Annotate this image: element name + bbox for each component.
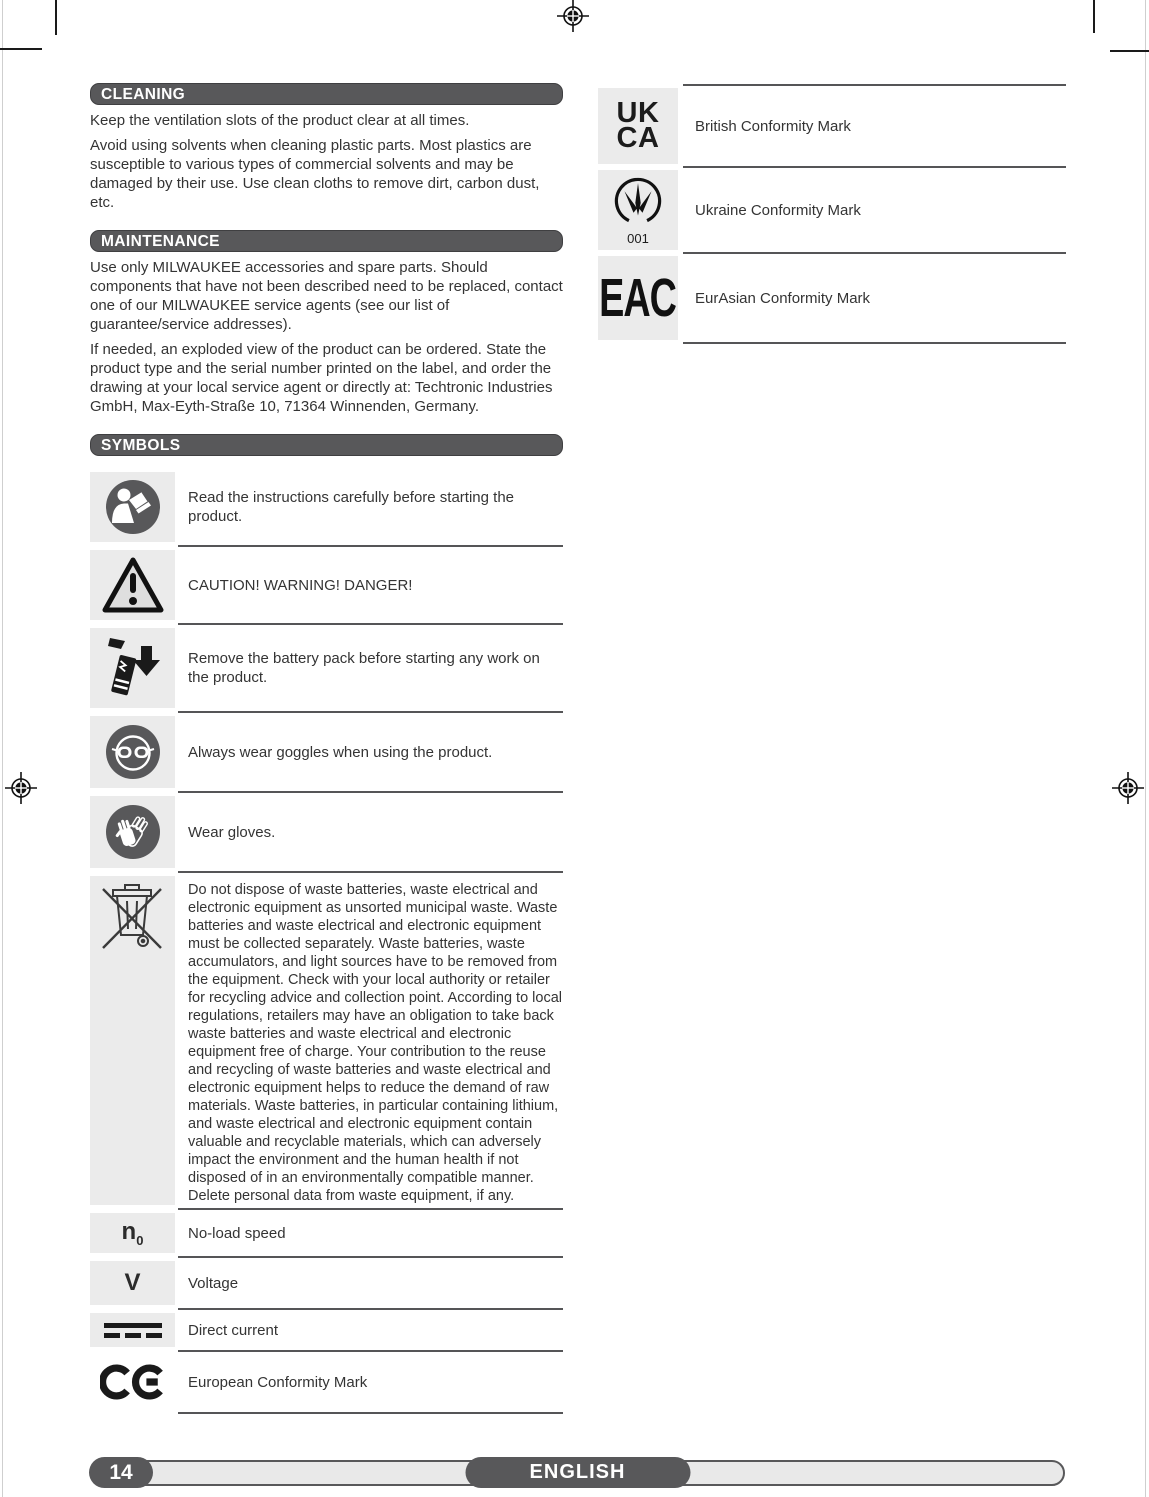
conformity-row-ukca [598,86,1066,166]
symbol-row-weee [90,876,563,1205]
symbol-text: Always wear goggles when using the product. [188,743,493,761]
symbol-text: Wear gloves. [188,823,276,841]
maintenance-paragraph-2: If needed, an exploded view of the product can be ordered. State the product type and the serial number printed on the label, and order the drawing at your local service agent or directly at: Techtronic Industries GmbH, Max-Eyth-Straße 10, 71364 Winnenden, Germany. [90,341,553,415]
ukraine-trident-icon [598,170,678,250]
ukca-mark-icon: UK CA [598,88,678,164]
symbol-row-no-load-speed [90,1213,563,1253]
crop-mark-top-right-horizontal [1110,50,1149,52]
section-header-cleaning: CLEANING [90,83,563,105]
symbol-row-voltage [90,1261,563,1305]
no-load-speed-symbol: $n_0$ [90,1213,175,1253]
registration-mark-left-icon [5,772,37,804]
crop-mark-top-left-horizontal [0,48,42,50]
row-divider [178,1256,563,1258]
registration-mark-top-icon [557,0,589,32]
symbol-text: CAUTION! WARNING! DANGER! [188,576,413,594]
direct-current-symbol [90,1313,175,1347]
symbol-row-remove-battery [90,628,563,708]
section-header-symbols: SYMBOLS [90,434,563,456]
page-number-badge: 14 [89,1457,153,1488]
eac-mark-icon: EAC [598,256,678,340]
row-divider [178,623,563,625]
crop-mark-top-right-vertical [1093,0,1095,33]
row-divider [178,545,563,547]
symbol-row-goggles [90,716,563,788]
conformity-row-ukraine [598,168,1066,252]
conformity-label: Ukraine Conformity Mark [695,201,861,219]
symbols-table [90,472,563,1414]
symbol-row-direct-current [90,1313,563,1347]
row-divider [178,1350,563,1352]
conformity-label: EurAsian Conformity Mark [695,289,871,307]
section-header-maintenance: MAINTENANCE [90,230,563,252]
symbol-text: Voltage [188,1274,239,1292]
row-divider [178,1208,563,1210]
symbol-row-caution [90,550,563,620]
row-divider [178,791,563,793]
symbol-text: Direct current [188,1321,279,1339]
symbol-text: European Conformity Mark [188,1373,368,1391]
gloves-icon [90,796,175,868]
goggles-icon [90,716,175,788]
symbol-row-ce-mark [90,1355,563,1409]
ce-mark-icon [90,1355,175,1409]
language-badge: ENGLISH [465,1457,690,1488]
row-divider [178,711,563,713]
conformity-label: British Conformity Mark [695,117,851,135]
warning-triangle-icon [90,550,175,620]
maintenance-paragraph-1: Use only MILWAUKEE accessories and spare parts. Should components that have not been described need to be replaced, contact one of our MILWAUKEE service agents (see our list of guarantee/service addresses). [90,259,563,333]
row-divider [178,1412,563,1414]
symbol-text: No-load speed [188,1224,286,1242]
ukraine-mark-number: 001 [627,231,649,246]
row-divider [178,871,563,873]
crop-mark-top-left-vertical [55,0,57,35]
conformity-table [598,84,1066,344]
symbol-row-read-instructions [90,472,563,542]
symbol-text: Read the instructions carefully before starting the product. [188,489,515,525]
read-instructions-icon [90,472,175,542]
remove-battery-icon [90,628,175,708]
page-footer [90,1459,1065,1486]
symbol-row-gloves [90,796,563,868]
cleaning-paragraph-2: Avoid using solvents when cleaning plastic parts. Most plastics are susceptible to various types of commercial solvents and may be damaged by their use. Use clean cloths to remove dirt, carbon dust, etc. [90,137,540,211]
cleaning-paragraph-1: Keep the ventilation slots of the product clear at all times. [90,112,470,129]
page-right-border [1145,0,1146,1497]
page-left-border [2,0,3,1497]
left-column [90,83,563,1417]
row-divider [178,1308,563,1310]
voltage-symbol: V [90,1261,175,1305]
symbol-text: Remove the battery pack before starting any work on the product. [188,650,540,686]
row-divider [683,342,1066,344]
symbol-text: Do not dispose of waste batteries, waste electrical and electronic equipment as unsorted municipal waste. Waste batteries and waste electrical and electronic equipment must be collected separately. Waste batteries, waste accumulators, and light sources have to be removed from the equipment. Check with your local authority or retailer for recycling advice and collection point. According to local regulations, retailers may have an obligation to take back waste batteries and waste electrical and electronic equipment free of charge. Your contribution to the reuse and recycling of waste batteries and waste electrical and electronic equipment helps to reduce the demand of raw materials. Waste batteries, in particular containing lithium, and waste electrical and electronic equipment contain valuable and recyclable materials, which can adversely impact the environment and the human health if not disposed of in an environmentally compatible manner. Delete personal data from waste equipment, if any. [188,882,562,1204]
conformity-row-eac [598,254,1066,342]
weee-crossed-bin-icon [90,876,175,1205]
registration-mark-right-icon [1112,772,1144,804]
